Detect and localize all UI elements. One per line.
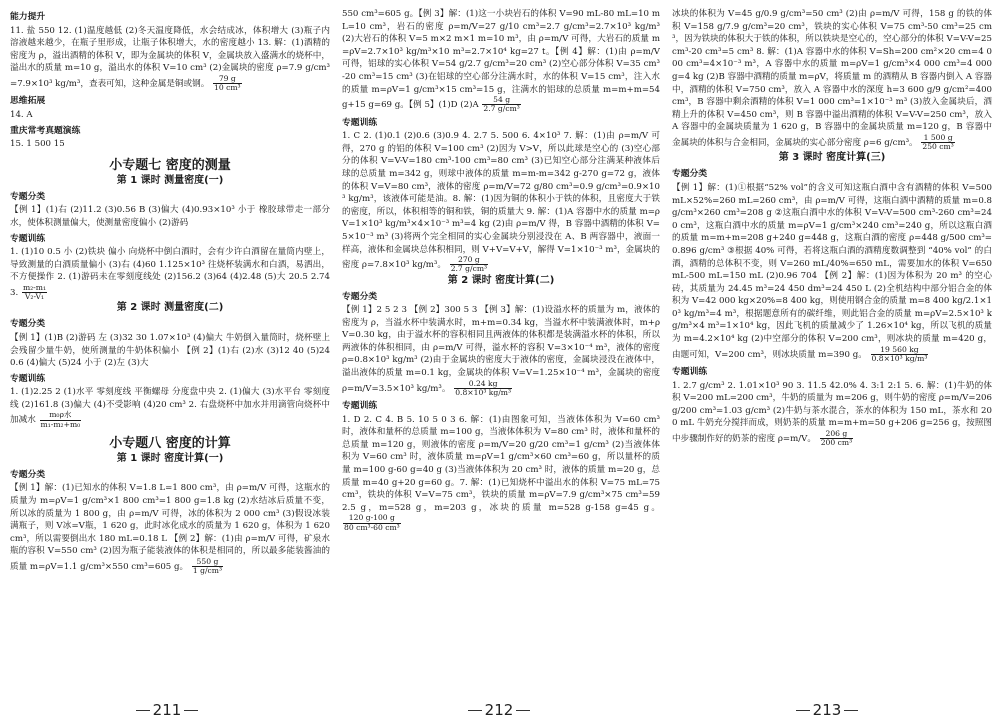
lesson-title: 第 2 课时 测量密度(二): [116, 302, 224, 314]
fraction: $\frac{1 500 g}{\text{250 cm³}}$: [922, 132, 954, 152]
fraction: $\frac{\text{m₂-m₁}}{\text{V₂-V₁}}$: [22, 282, 46, 302]
right-column: [672, 8, 992, 698]
fraction: $\frac{54 g}{\text{2.7 g/cm³}}$: [483, 95, 520, 114]
fraction: $\frac{270 g}{\text{2.7 g/cm³}}$: [450, 255, 488, 274]
section-heading: 专题分类: [342, 291, 378, 302]
answer-text: 1. 2.7 g/cm³ 2. 1.01×10³ 90 3. 11.5 42.0% 4. 3:1 2:1 5. 6. 解：(1)牛奶的体积 V=200 mL=200 cm³，牛奶的质量为 m=206 g，则牛奶的密度 ρ=m/V=206 g/200 cm³=1.03 g/cm³ (2)牛奶与茶水混合，茶水的体积为 150 mL，茶水和 200 mL 牛奶充分搅拌而成，则奶茶的质量 m=m+m=50 g+206 g=256 g，按照图中步骤制作好的奶茶的密度 ρ=m/V。 $\frac{206 g}{\text{200 cm³}}$: [672, 380, 992, 448]
fraction: $\frac{120 g-100 g}{\text{80 cm³-60 cm³}}$: [344, 513, 400, 532]
fraction: $\frac{550 g}{\text{1 g/cm³}}$: [192, 557, 223, 576]
section-heading: 重庆常考真题演练: [10, 125, 81, 136]
section-heading: 专题训练: [10, 233, 46, 244]
answer-text: 1. (1)10 0.5 小 (2)铁块 偏小 向烧杯中倒白酒时，会有少许白酒留在量筒内壁上，导致测量的白酒质量偏小 (3)右 (4)60 1.125×10³ 往烧杯装满水和白酒，易洒出，不方便操作 2. (1)游码未在零刻度线处 (2)156.2 (3)64 (4)2.48 (5)大 20.5 2.74 3. $\frac{\text{m₂-m₁}}{\text{V₂-V₁}}$: [10, 247, 330, 302]
middle-column: [342, 8, 660, 698]
fraction: $\frac{19 560 kg}{\text{0.8×10³ kg/m³}}$: [871, 344, 928, 363]
fraction: $\frac{\text{m₀ρ水}}{\text{m₁-m₂+m₀}}$: [40, 410, 81, 429]
lesson-title: 第 2 课时 密度计算(二): [447, 274, 555, 286]
section-heading: 专题分类: [10, 469, 46, 480]
fraction: $\frac{79 g}{\text{10 cm³}}$: [214, 73, 241, 93]
answer-text: 【例 1】(1)B (2)游码 左 (3)32 30 1.07×10³ (4)偏大 牛奶倒入量筒时，烧杯壁上会残留少量牛奶，使所测量的牛奶体积偏小 【例 2】(1)右 (2)水 (3)12 40 (5)24 0.6 (4)偏大 (5)24 小于 (2)左 (3)大: [10, 332, 330, 369]
section-heading: 能力提升: [10, 12, 46, 22]
section-heading: 思维拓展: [10, 96, 46, 107]
answer-text: 14. A: [10, 109, 33, 120]
page-number: 213: [790, 701, 864, 719]
topic-title: 小专题八 密度的计算: [109, 435, 231, 451]
answer-text: 【例 1】(1)右 (2)11.2 (3)0.56 B (3)偏大 (4)0.93×10³ 小于 橡胶球带走一部分水，使体积测量偏大，使测量密度偏小 (2)游码: [10, 205, 330, 228]
fraction: $\frac{0.24 kg}{\text{0.8×10³ kg/m³}}$: [455, 378, 512, 397]
answer-text: 15. 1 500 15: [10, 139, 65, 150]
answer-text: 【例 1】解：(1)①根据“52% vol”的含义可知这瓶白酒中含有酒精的体积 V=500 mL×52%=260 mL=260 cm³，由 ρ=m/V 可得，这瓶白酒中酒精的质量 m=0.8 g/cm³×260 cm³=208 g ②这瓶白酒中水的体积 V=V-V=500 cm³-260 cm³=240 cm³，这瓶白酒中水的质量 m=ρV=1 g/cm³×240 cm³=240 g，所以这瓶白酒的质量 m=m+m=208 g+240 g=448 g，这瓶白酒的密度 ρ=448 g/500 cm³=0.896 g/cm³ ③根据 40% 可得，若将这瓶白酒的酒精度数调整到 “40% vol” 的白酒，酒精的总体积不变，则 V=260 mL/40%=650 mL，需要加水的体积 V=650 mL-500 mL=150 mL (2)0.96 704 【例 2】解：(1)因为体积为 20 m³ 的空心砖，其质量为 24.45 m³=24 450 dm³=24 450 L (2)全机结构中部分铝合金的体积为 V=42 000 kg×20%=8 400 kg，则使用钢合金的质量 m=8 400 kg/2.1×10³ kg/m³=4 m³，根据题意所有的碳纤维，则此铝合金的质量 m=ρV=2.5×10³ kg/m³×4 m³=1×10⁴ kg，因此飞机的质量减少了 1.26×10⁴ kg，所以飞机的质量为 m=4.2×10⁴ kg (2)中空部分的体积 V=200 cm³，则冰块的质量 m=420 g，由题可知，V=200 cm³，则冰块质量 m=390 g。 $\frac{19 560 kg}{\text{0.8×10³ kg/m³}}$: [672, 182, 992, 363]
left-column: [10, 8, 330, 698]
answer-text: 11. 盐 550 12. (1)温度越低 (2)冬天温度降低，水会结成冰，体积增大 (3)瓶子内溶液越来越少，在瓶子里形成，让瓶子体积增大，水的密度越小 13. 解：(1)酒精的密度为 ρ，溢出酒精的体积 V，即为金属块的体积 V，金属块放入盛满水的烧杯中，溢出水的质量 m=10 g，溢出水的体积 V=10 cm³ (2)金属块的密度 ρ=7.9 g/cm³=7.9×10³ kg/m³，查表可知，这种金属是铜或钢。 $\frac{79 g}{\text{10 cm³}}$: [10, 25, 330, 93]
section-heading: 专题训练: [10, 373, 46, 384]
section-heading: 专题训练: [342, 401, 378, 412]
section-heading: 专题训练: [672, 367, 708, 378]
page-number: 211: [130, 701, 204, 719]
section-heading: 专题分类: [10, 319, 46, 330]
answer-text: 【例 1】2 5 2 3 【例 2】300 5 3 【例 3】解：(1)设溢水杯的质量为 m，液体的密度为 ρ，当溢水杯中装满水时，m+m=0.34 kg，当溢水杯中装满液体时，m+ρV=0.30 kg，由于溢水杯的容积相同且两液体的体积都是装满溢水杯的体积，所以两液体的体积相同，由 ρ=m/V 可得，溢水杯的容积 V=3×10⁻⁴ m³，液体的密度 ρ=0.8×10³ kg/m³ (2)由于金属块的密度大于液体的密度，金属块浸没在液体中，溢出液体的质量 m=0.1 kg，金属块的体积 V=V=1.25×10⁻⁴ m³，金属块的密度 ρ=m/V=3.5×10³ kg/m³。 $\frac{0.24 kg}{\text{0.8×10³ kg/m³}}$: [342, 305, 660, 397]
answer-text: 冰块的体积为 V=45 g/0.9 g/cm³=50 cm³ (2)由 ρ=m/V 可得，158 g 的铁的体积 V=158 g/7.9 g/cm³=20 cm³，铁块的实心体积 V=75 cm³-50 cm³=25 cm³，因为铁块的体积大于铁的体积，所以铁块是空心的，空心部分的体积 V=V-V=25 cm³-20 cm³=5 cm³ 8. 解：(1)A 容器中水的体积 V=Sh=200 cm²×20 cm=4 000 cm³=4×10⁻³ m³，A 容器中水的质量 m=ρV=1 g/cm³×4 000 cm³=4 000 g=4 kg (2)B 容器中酒精的质量 m=ρV，将质量 m 的酒精从 B 容器内倒入 A 容器中，酒精的体积 V=750 cm³，放入 A 容器中水的深度 h=3 600 g/9 g/cm²=400 cm³，B 容器中剩余酒精的体积 V=1 000 cm³=1×10⁻³ m³ (3)放入金属块后，酒精上升的体积 V=450 cm³，则 B 容器中溢出酒精的体积 V=V-V=250 cm³，放入 A 容器中的金属块质量为 1 620 g，B 容器中的金属块质量 m=120 g，B 容器中金属块的体积与合金相同，金属块的实心部分密度 ρ=6 g/cm³。 $\frac{1 500 g}{\text{250 cm³}}$: [672, 9, 992, 152]
answer-text: 【例 1】解：(1)已知水的体积 V=1.8 L=1 800 cm³，由 ρ=m/V 可得，这瓶水的质量为 m=ρV=1 g/cm³×1 800 cm³=1 800 g=1.8 kg (2)水结冰后质量不变，所以冰的质量为 1 800 g，由 ρ=m/V 可得，冰的体积为 2 000 cm³ (3)假设冰装满瓶子，则 V冰=V瓶，1 620 g，此时冰化成水的质量为 1 620 g，体积为 1 620 cm³，所以需要倒出水 180 mL=0.18 L 【例 2】解：(1)由 ρ=m/V 可得，矿泉水瓶的容积 V=550 cm³ (2)因为瓶子能装液体的体积是相同的，所以最多能装酱油的质量 m=ρV=1.1 g/cm³×550 cm³=605 g。 $\frac{550 g}{\text{1 g/cm³}}$: [10, 483, 330, 576]
answer-text: 1. (1)2.25 2 (1)水平 零刻度线 平衡螺母 分度盘中央 2. (1)偏大 (3)水平台 零刻度线 (2)161.8 (3)偏大 (4)不受影响 (4)20 cm³ 2. 右盘烧杯中加水并用滴管向烧杯中加减水 $\frac{\text{m₀ρ水}}{\text{m₁-m₂+m₀}}$: [10, 387, 330, 429]
section-heading: 专题分类: [672, 169, 708, 180]
page-number: 212: [462, 701, 536, 719]
answer-text: 550 cm³=605 g。【例 3】解：(1)这一小块岩石的体积 V=90 mL-80 mL=10 mL=10 cm³，岩石的密度 ρ=m/V=27 g/10 cm³=2.7 g/cm³=2.7×10³ kg/m³ (2)大岩石的体积 V=5 m×2 m×1 m=10 m³，由 ρ=m/V 可得，大岩石的质量 m=ρV=2.7×10³ kg/m³×10 m³=2.7×10⁴ kg=27 t。【例 4】解：(1)由 ρ=m/V 可得，铝球的实心体积 V=54 g/2.7 g/cm³=20 cm³ (2)空心部分体积 V=35 cm³-20 cm³=15 cm³ (3)在铝球的空心部分注满水时，水的体积 V=15 cm³，注入水的质量 m=ρV=1 g/cm³×15 cm³=15 g，注满水的铝球的总质量 m=m+m=54 g+15 g=69 g。【例 5】(1)D (2)A $\frac{54 g}{\text{2.7 g/cm³}}$: [342, 9, 660, 114]
section-heading: 专题训练: [342, 117, 378, 128]
lesson-title: 第 3 课时 密度计算(三): [778, 152, 886, 164]
answer-text: 1. C 2. (1)0.1 (2)0.6 (3)0.9 4. 2.7 5. 500 6. 4×10³ 7. 解：(1)由 ρ=m/V 可得，270 g 的铝的体积 V=100 cm³ (2)因为 V>V，所以此球是空心的 (3)空心部分的体积 V=V-V=180 cm³-100 cm³=80 cm³ (3)已知空心部分注满某种液体后球的总质量 m=342 g，则球中液体的质量 m=m-m=342 g-270 g=72 g，液体的体积 V=V=80 cm³，液体的密度 ρ=m/V=72 g/80 cm³=0.9 g/cm³=0.9×10³ kg/m³，该液体可能是油。8. 解：(1)因为铜的体积小于铁的体积，且密度大于铁的密度，所以，体积相等的铜和铁，铜的质量大 9. 解：(1)A 容器中水的质量 m=ρV=1×10³ kg/m³×4×10⁻³ m³=4 kg (2)由 ρ=m/V 得，B 容器中酒精的体积 V=5×10⁻³ m³ (3)将两个完全相同的实心金属块分别浸没在 A、B 两容器中，液面一样高，液体和金属块总体积相同，则 V+V=V+V，解得 V=1×10⁻³ m³，金属块的密度 ρ=7.8×10³ kg/m³。 $\frac{270 g}{\text{2.7 g/cm³}}$: [342, 131, 660, 274]
fraction: $\frac{206 g}{\text{200 cm³}}$: [820, 429, 853, 448]
answer-text: 1. D 2. C 4. B 5. 10 5 0 3 6. 解：(1)由图象可知，当液体体积为 V=60 cm³ 时，液体和量杯的总质量 m=100 g，当液体体积为 V=80 cm³ 时，液体和量杯的总质量 m=120 g，则液体的密度 ρ=m/V=20 g/20 cm³=1 g/cm³ (2)当液体体积为 V=60 cm³ 时，液体质量 m=ρV=1 g/cm³×60 cm³=60 g，所以量杯的质量 m=100 g-60 g=40 g (3)当液体体积为 20 cm³ 时，液体的质量 m=20 g，总质量 m=40 g+20 g=60 g。7. 解：(1)已知烧杯中溢出水的体积 V=75 mL=75 cm³，铁块的体积 V=V=75 cm³，铁块的质量 m=ρV=7.9 g/cm³×75 cm³=592.5 g，m=528 g，m=203 g，冰块的质量 m=528 g-158 g=45 g。 $\frac{120 g-100 g}{\text{80 cm³-60 cm³}}$: [342, 414, 660, 532]
lesson-title: 第 1 课时 密度计算(一): [116, 452, 224, 464]
section-heading: 专题分类: [10, 191, 46, 202]
lesson-title: 第 1 课时 测量密度(一): [116, 174, 224, 186]
topic-title: 小专题七 密度的测量: [109, 157, 231, 173]
